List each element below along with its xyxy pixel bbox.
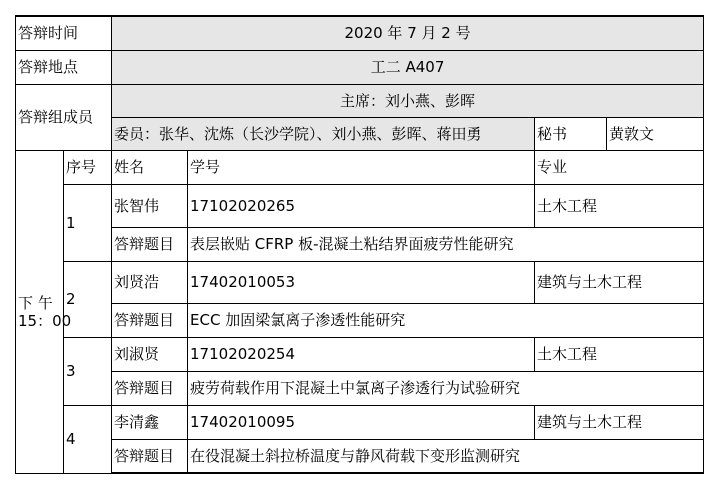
student-seq: 1 xyxy=(64,184,112,261)
topic-row xyxy=(16,303,704,337)
chair-names: 主席：刘小燕、彭晖 xyxy=(112,84,704,117)
student-major: 建筑与土木工程 xyxy=(535,261,704,303)
session-cell xyxy=(16,150,72,473)
student-id: 17102020254 xyxy=(188,337,535,371)
session-period: 下 午 xyxy=(18,293,53,312)
place-label: 答辩地点 xyxy=(16,50,112,84)
time-label: 答辩时间 xyxy=(16,16,112,50)
time-value: 2020 年 7 月 2 号 xyxy=(112,16,704,50)
committee-row xyxy=(16,117,704,150)
topic-label: 答辩题目 xyxy=(112,439,188,473)
defense-schedule-table xyxy=(15,15,704,474)
student-major: 建筑与土木工程 xyxy=(535,405,704,439)
topic-label: 答辩题目 xyxy=(112,371,188,405)
student-topic: ECC 加固梁氯离子渗透性能研究 xyxy=(188,303,704,337)
committee-names: 委员：张华、沈炼（长沙学院）、刘小燕、彭晖、蒋田勇 xyxy=(112,117,535,150)
student-id: 17102020265 xyxy=(188,184,535,227)
student-id: 17402010095 xyxy=(188,405,535,439)
student-seq: 4 xyxy=(64,405,112,473)
secretary-label: 秘书 xyxy=(535,117,607,150)
student-name: 刘贤浩 xyxy=(112,261,188,303)
student-row xyxy=(16,337,704,371)
student-major: 土木工程 xyxy=(535,337,704,371)
student-name: 刘淑贤 xyxy=(112,337,188,371)
secretary-name: 黄敦文 xyxy=(607,117,704,150)
student-name: 张智伟 xyxy=(112,184,188,227)
student-id: 17402010053 xyxy=(188,261,535,303)
student-seq: 2 xyxy=(64,261,112,337)
name-header: 姓名 xyxy=(112,150,188,184)
place-row xyxy=(16,50,704,84)
topic-row xyxy=(16,227,704,261)
column-header-row xyxy=(16,150,704,184)
student-topic: 疲劳荷载作用下混凝土中氯离子渗透行为试验研究 xyxy=(188,371,704,405)
student-row xyxy=(16,405,704,439)
chair-row xyxy=(16,84,704,117)
time-row xyxy=(16,16,704,50)
student-major: 土木工程 xyxy=(535,184,704,227)
student-row xyxy=(16,261,704,303)
student-seq: 3 xyxy=(64,337,112,405)
student-topic: 在役混凝土斜拉桥温度与静风荷载下变形监测研究 xyxy=(188,439,704,473)
topic-row xyxy=(16,439,704,473)
place-value: 工二 A407 xyxy=(112,50,704,84)
student-row xyxy=(16,184,704,227)
student-id-header: 学号 xyxy=(188,150,535,184)
topic-label: 答辩题目 xyxy=(112,303,188,337)
student-name: 李清鑫 xyxy=(112,405,188,439)
student-topic: 表层嵌贴 CFRP 板-混凝土粘结界面疲劳性能研究 xyxy=(188,227,704,261)
major-header: 专业 xyxy=(535,150,704,184)
session-time: 15：00 xyxy=(18,311,72,330)
topic-label: 答辩题目 xyxy=(112,227,188,261)
seq-header: 序号 xyxy=(64,150,112,184)
topic-row xyxy=(16,371,704,405)
members-label: 答辩组成员 xyxy=(16,84,112,150)
